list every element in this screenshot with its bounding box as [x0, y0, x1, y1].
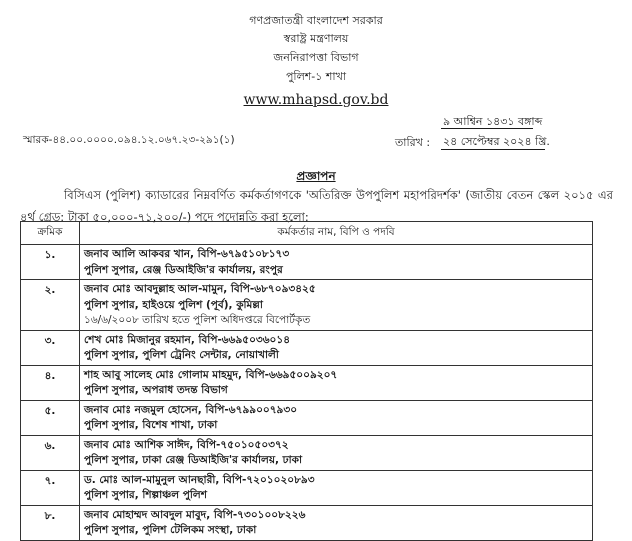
serial-number: ২.	[21, 280, 80, 331]
table-row	[21, 400, 593, 435]
table-row	[21, 280, 593, 331]
memo-number: স্মারক-৪৪.০০.০০০০.০৯৪.১২.০৬৭.২৩-২৯১(১)	[23, 134, 235, 146]
serial-number: ৬.	[21, 435, 80, 470]
officer-designation: পুলিশ সুপার, ঢাকা রেঞ্জ ডিআইজি'র কার্যালয়, ঢাকা	[84, 454, 303, 466]
serial-number: ৮.	[21, 505, 80, 540]
officer-designation: পুলিশ সুপার, হাইওয়ে পুলিশ (পূর্ব), কুমিল্লা	[84, 298, 263, 311]
division-name: জননিরাপত্তা বিভাগ	[273, 51, 359, 64]
officer-info	[80, 470, 593, 505]
officer-info	[80, 245, 593, 280]
header-officer: কর্মকর্তার নাম, বিপি ও পদবি	[80, 222, 593, 245]
branch-name: পুলিশ-১ শাখা	[285, 70, 347, 83]
date-underline	[441, 149, 545, 150]
officer-note: ১৬/৬/২০০৮ তারিখ হতে পুলিশ অধিদপ্তরে বিপোর্টকৃত	[84, 314, 311, 326]
serial-number: ৫.	[21, 400, 80, 435]
officer-name: জনাব মোঃ নজমুল হোসেন, বিপি-৬৭৯৯০০৭৯৩০	[84, 403, 298, 416]
officer-info	[80, 280, 593, 331]
header-serial: ক্রমিক	[21, 222, 80, 245]
officer-name: শেখ মোঃ মিজানুর রহমান, বিপি-৬৬৯৫০৩৬০১৪	[84, 333, 291, 346]
officer-name: ড. মোঃ আল-মামুনুল আনছারী, বিপি-৭২০১০২০৮৯৩	[84, 473, 315, 486]
table-header-row	[21, 222, 593, 245]
officer-info	[80, 330, 593, 365]
notice-body: বিসিএস (পুলিশ) ক্যাডারের নিম্নবর্ণিত কর্মকর্তাগণকে 'অতিরিক্ত উপপুলিশ মহাপরিদর্শক' (জাতীয় বেতন স্কেল ২০১৫ এর ৪র্থ গ্রেড: টাকা ৫০,০০০-৭১,২০০/-) পদে পদোন্নতি করা হলো:	[20, 188, 613, 224]
serial-number: ৭.	[21, 470, 80, 505]
officer-info	[80, 435, 593, 470]
table-row	[21, 365, 593, 400]
officer-designation: পুলিশ সুপার, পুলিশ ট্রেনিং সেন্টার, নোয়াখালী	[84, 349, 279, 361]
officer-name: জনাব মোঃ আশিক সাঈদ, বিপি-৭৫০১০৫০৩৭২	[84, 438, 289, 451]
date-label: তারিখ :	[395, 136, 431, 149]
officer-name: জনাব মোঃ আবদুল্লাহ আল-মামুন, বিপি-৬৮৭০৯৩৪২৫	[84, 283, 316, 295]
officer-info	[80, 365, 593, 400]
table-row	[21, 330, 593, 365]
officer-name: জনাব আলি আকবর খান, বিপি-৬৭৯৫১০৮১৭৩	[84, 248, 290, 260]
ministry-name: স্বরাষ্ট্র মন্ত্রণালয়	[283, 32, 349, 45]
date-bangla: ৯ আশ্বিন ১৪৩১ বঙ্গাব্দ	[443, 115, 543, 128]
officer-info	[80, 505, 593, 540]
website-link[interactable]: www.mhapsd.gov.bd	[243, 92, 389, 108]
serial-number: ১.	[21, 245, 80, 280]
date-divider	[441, 128, 533, 129]
officers-table	[20, 221, 593, 541]
government-name: গণপ্রজাতন্ত্রী বাংলাদেশ সরকার	[249, 14, 383, 27]
serial-number: ৩.	[21, 330, 80, 365]
officer-name: শাহ আবু সালেহ মোঃ গোলাম মাহমুদ, বিপি-৬৬৯৫০০৯২০৭	[84, 368, 338, 381]
officer-designation: পুলিশ সুপার, বিশেষ শাখা, ঢাকা	[84, 419, 218, 431]
serial-number: ৪.	[21, 365, 80, 400]
table-row	[21, 435, 593, 470]
notice-title: প্রজ্ঞাপন	[296, 169, 336, 183]
officer-designation: পুলিশ সুপার, পুলিশ টেলিকম সংস্থা, ঢাকা	[84, 524, 257, 536]
table-row	[21, 505, 593, 540]
date-english: ২৪ সেপ্টেম্বর ২০২৪ খ্রি.	[443, 135, 550, 148]
officer-name: জনাব মোহাম্মদ আবদুল মাবুদ, বিপি-৭৩০১০০৮২২৬	[84, 508, 306, 521]
officer-designation: পুলিশ সুপার, শিল্পাঞ্চল পুলিশ	[84, 489, 207, 501]
table-row	[21, 470, 593, 505]
officer-designation: পুলিশ সুপার, রেঞ্জ ডিআইজি'র কার্যালয়, রংপুর	[84, 263, 283, 276]
officer-designation: পুলিশ সুপার, অপরাধ তদন্ত বিভাগ	[84, 384, 228, 396]
table-row	[21, 245, 593, 280]
officer-info	[80, 400, 593, 435]
